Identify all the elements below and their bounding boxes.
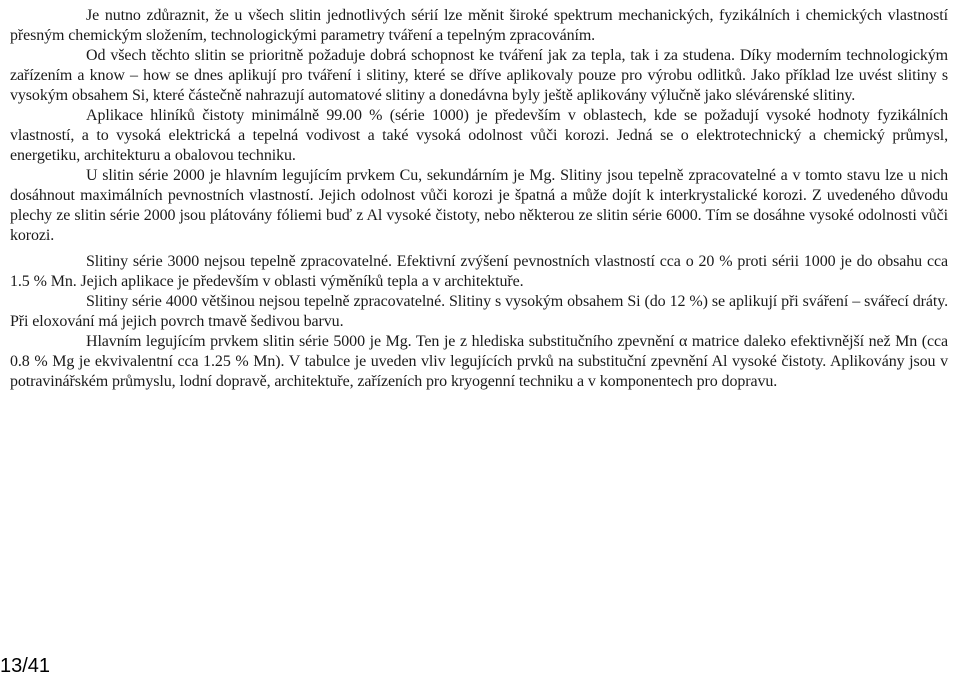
paragraph-5: Slitiny série 3000 nejsou tepelně zpracovatelné. Efektivní zvýšení pevnostních vlastností cca o 20 % proti sérii 1000 je do obsahu cca 1.5 % Mn. Jejich aplikace je především v oblasti výměníků tepla a v architektuře. xyxy=(10,253,948,290)
paragraph-6: Slitiny série 4000 většinou nejsou tepelně zpracovatelné. Slitiny s vysokým obsahem Si (do 12 %) se aplikují při sváření – svářecí dráty. Při eloxování má jejich povrch tmavě šedivou barvu. xyxy=(10,293,948,330)
paragraph-7: Hlavním legujícím prvkem slitin série 5000 je Mg. Ten je z hlediska substitučního zpevnění α matrice daleko efektivnější než Mn (cca 0.8 % Mg je ekvivalentní cca 1.25 % Mn). V tabulce je uveden vliv legujících prvků na substituční zpevnění Al vysoké čistoty. Aplikovány jsou v potravinářském průmyslu, lodní dopravě, architektuře, zařízeních pro kryogenní techniku a v komponentech pro dopravu. xyxy=(10,333,948,390)
paragraph-4: U slitin série 2000 je hlavním legujícím prvkem Cu, sekundárním je Mg. Slitiny jsou tepelně zpracovatelné a v tomto stavu lze u nich dosáhnout maximálních pevnostních vlastností. Jejich odolnost vůči korozi je špatná a může dojít k interkrystalické korozi. Z uvedeného důvodu plechy ze slitin série 2000 jsou plátovány fóliemi buď z Al vysoké čistoty, nebo některou ze slitin série 6000. Tím se dosáhne vysoké odolnosti vůči korozi. xyxy=(10,167,948,244)
document-body xyxy=(10,6,948,392)
page-number: 13/41 xyxy=(0,655,51,677)
paragraph-3: Aplikace hliníků čistoty minimálně 99.00 % (série 1000) je především v oblastech, kde se požadují vysoké hodnoty fyzikálních vlastností, a to vysoká elektrická a tepelná vodivost a také vysoká odolnost vůči korozi. Jedná se o elektrotechnický a chemický průmysl, energetiku, architekturu a obalovou techniku. xyxy=(10,107,948,164)
paragraph-1: Je nutno zdůraznit, že u všech slitin jednotlivých sérií lze měnit široké spektrum mechanických, fyzikálních i chemických vlastností přesným chemickým složením, technologickými parametry tváření a tepelným zpracováním. xyxy=(10,7,948,44)
paragraph-2: Od všech těchto slitin se prioritně požaduje dobrá schopnost ke tváření jak za tepla, tak i za studena. Díky moderním technologickým zařízením a know – how se dnes aplikují pro tváření i slitiny, které se dříve aplikovaly pouze pro výrobu odlitků. Jako příklad lze uvést slitiny s vysokým obsahem Si, které částečně nahrazují automatové slitiny a donedávna byly ještě aplikovány výlučně jako slévárenské slitiny. xyxy=(10,47,948,104)
